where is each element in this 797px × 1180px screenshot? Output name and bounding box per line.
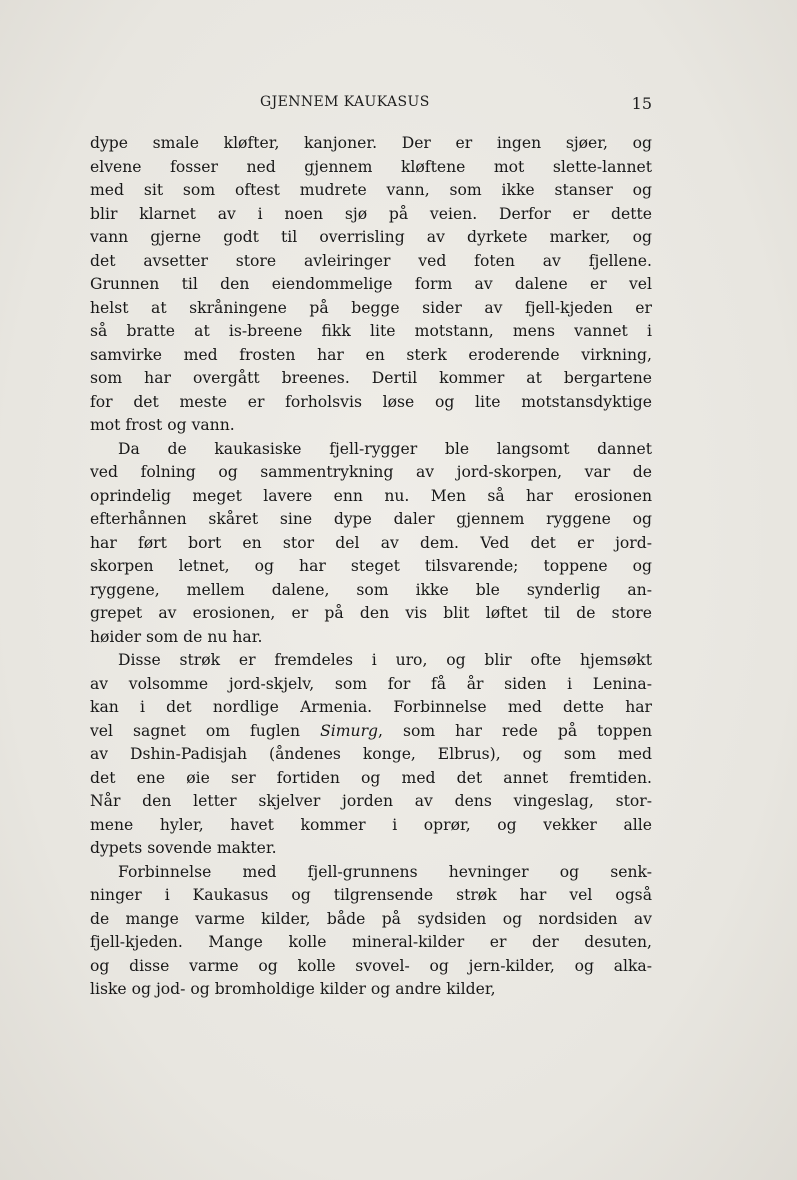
text-line: grepet av erosionen, er på den vis blit løftet til de store (90, 604, 652, 622)
text-line: efterhånnen skåret sine dype daler gjennem ryggene og (90, 510, 652, 528)
text-line: mene hyler, havet kommer i oprør, og vekker alle (90, 815, 652, 834)
text-line: Grunnen til den eiendommelige form av dalene er vel (90, 275, 652, 293)
text-line: liske og jod- og bromholdige kilder og andre kilder, (90, 980, 496, 998)
running-head: GJENNEM KAUKASUS (260, 94, 430, 110)
text-line: Forbinnelse med fjell-grunnens hevninger og senk- (118, 862, 652, 881)
text-line: med sit som oftest mudrete vann, som ikke stanser og (90, 181, 652, 199)
italic-word: Simurg (320, 721, 379, 740)
text-line: kan i det nordlige Armenia. Forbinnelse med dette har (90, 698, 652, 716)
text-line: mot frost og vann. (90, 416, 235, 434)
text-line: fjell-kjeden. Mange kolle mineral-kilder er der desuten, (90, 933, 652, 951)
text-line: for det meste er forholsvis løse og lite motstansdyktige (90, 392, 652, 411)
text-line: elvene fosser ned gjennem kløftene mot slette-lannet (90, 157, 652, 176)
text-line: og disse varme og kolle svovel- og jern-kilder, og alka- (90, 956, 652, 975)
text-line: Når den letter skjelver jorden av dens vingeslag, stor- (90, 792, 652, 810)
page-number: 15 (631, 94, 652, 113)
text-line: ved folning og sammentrykning av jord-skorpen, var de (90, 463, 652, 481)
page-header (90, 94, 652, 118)
text-line: som har overgått breenes. Dertil kommer at bergartene (90, 369, 652, 387)
text-line: blir klarnet av i noen sjø på veien. Derfor er dette (90, 204, 652, 223)
text-line: har ført bort en stor del av dem. Ved det er jord- (90, 533, 652, 552)
text-line: dypets sovende makter. (90, 839, 277, 857)
text-line: av Dshin-Padisjah (åndenes konge, Elbrus), og som med (90, 745, 652, 763)
text-line: vel sagnet om fuglen Simurg, som har rede på toppen (90, 721, 652, 740)
text-line: av volsomme jord-skjelv, som for få år siden i Lenina- (90, 674, 652, 693)
text-line: de mange varme kilder, både på sydsiden og nordsiden av (90, 909, 652, 928)
text-line: helst at skråningene på begge sider av fjell-kjeden er (90, 298, 652, 317)
paragraph (90, 861, 652, 1002)
text-line: oprindelig meget lavere enn nu. Men så har erosionen (90, 486, 652, 505)
paragraph (90, 132, 652, 438)
body-text (90, 132, 652, 1002)
text-line: dype smale kløfter, kanjoner. Der er ingen sjøer, og (90, 134, 652, 152)
text-line: Disse strøk er fremdeles i uro, og blir ofte hjemsøkt (118, 651, 652, 669)
text-line: ryggene, mellem dalene, som ikke ble synderlig an- (90, 580, 652, 599)
text-line: det ene øie ser fortiden og med det annet fremtiden. (90, 768, 652, 787)
text-line: så bratte at is-breene fikk lite motstann, mens vannet i (90, 322, 652, 340)
text-line: Da de kaukasiske fjell-rygger ble langsomt dannet (118, 439, 652, 458)
text-line: skorpen letnet, og har steget tilsvarende; toppene og (90, 557, 652, 575)
text-line: det avsetter store avleiringer ved foten av fjellene. (90, 251, 652, 270)
paragraph (90, 438, 652, 650)
text-line: ninger i Kaukasus og tilgrensende strøk har vel også (90, 886, 652, 904)
paragraph (90, 649, 652, 861)
text-line: samvirke med frosten har en sterk eroderende virkning, (90, 345, 652, 364)
text-line: høider som de nu har. (90, 627, 263, 646)
text-line: vann gjerne godt til overrisling av dyrkete marker, og (90, 228, 652, 246)
